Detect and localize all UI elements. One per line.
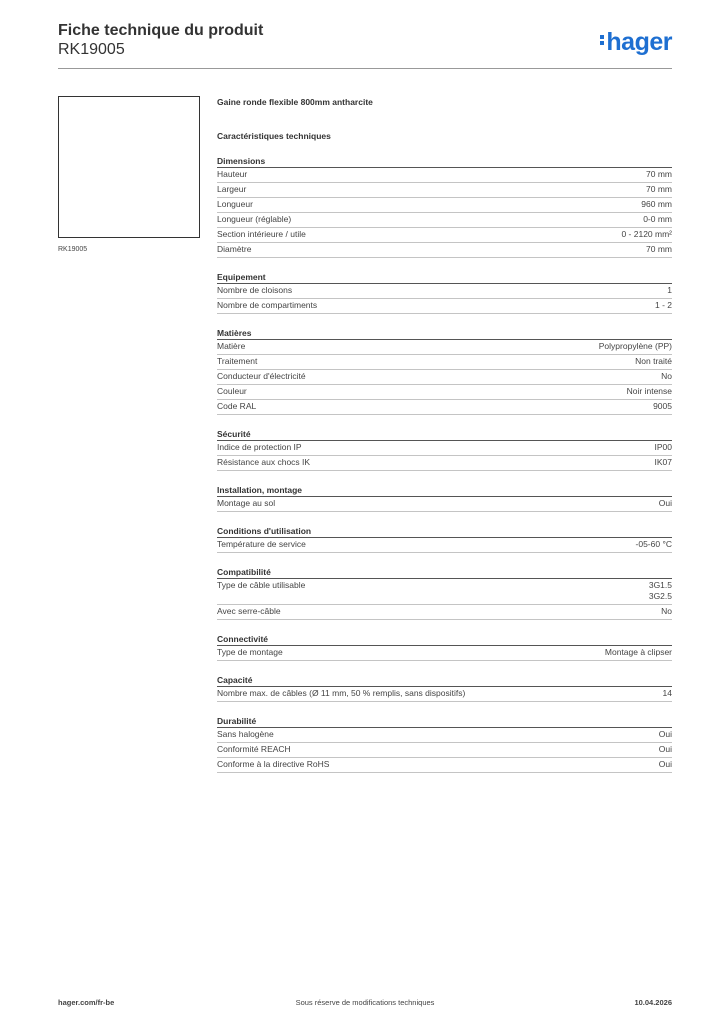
- spec-value: Polypropylène (PP): [598, 341, 672, 351]
- spec-label: Nombre de cloisons: [217, 285, 293, 295]
- spec-value: Non traité: [635, 356, 672, 366]
- spec-label: Sans halogène: [217, 729, 274, 739]
- spec-value: 70 mm: [646, 244, 672, 254]
- product-name: Gaine ronde flexible 800mm antharcite: [217, 97, 373, 107]
- spec-section: [217, 525, 672, 553]
- footer-date: 10.04.2026: [634, 998, 672, 1007]
- spec-row: [217, 340, 672, 355]
- spec-value: IP00: [654, 442, 672, 452]
- spec-label: Longueur: [217, 199, 253, 209]
- spec-value: 0-0 mm: [643, 214, 672, 224]
- spec-row: [217, 441, 672, 456]
- header-divider: [58, 68, 672, 69]
- spec-sections: [217, 155, 672, 773]
- spec-row: [217, 456, 672, 471]
- spec-content: [217, 96, 672, 773]
- spec-row: [217, 198, 672, 213]
- spec-row: [217, 687, 672, 702]
- spec-row: [217, 385, 672, 400]
- spec-row: [217, 370, 672, 385]
- spec-value: Noir intense: [626, 386, 672, 396]
- footer-website: hager.com/fr-be: [58, 998, 115, 1007]
- spec-label: Résistance aux chocs IK: [217, 457, 311, 467]
- product-image: [58, 96, 200, 238]
- section-title: Connectivité: [217, 633, 672, 646]
- spec-value: 70 mm: [646, 184, 672, 194]
- spec-label: Indice de protection IP: [217, 442, 302, 452]
- spec-label: Section intérieure / utile: [217, 229, 306, 239]
- section-title: Matières: [217, 327, 672, 340]
- spec-row: [217, 743, 672, 758]
- spec-row: [217, 284, 672, 299]
- section-title: Sécurité: [217, 428, 672, 441]
- spec-value: No: [661, 371, 672, 381]
- spec-value: 3G1.5 3G2.5: [648, 580, 672, 601]
- spec-label: Couleur: [217, 386, 247, 396]
- spec-label: Avec serre-câble: [217, 606, 281, 616]
- spec-row: [217, 538, 672, 553]
- spec-value: 70 mm: [646, 169, 672, 179]
- section-title: Installation, montage: [217, 484, 672, 497]
- spec-row: [217, 497, 672, 512]
- spec-row: [217, 605, 672, 620]
- spec-value: Oui: [658, 729, 672, 739]
- spec-section: [217, 155, 672, 258]
- footer-disclaimer: Sous réserve de modifications techniques: [295, 998, 435, 1007]
- spec-label: Conforme à la directive RoHS: [217, 759, 330, 769]
- spec-section: [217, 633, 672, 661]
- product-image-caption: RK19005: [58, 246, 88, 253]
- spec-label: Nombre de compartiments: [217, 300, 318, 310]
- spec-row: [217, 758, 672, 773]
- spec-label: Nombre max. de câbles (Ø 11 mm, 50 % remplis, sans dispositifs): [217, 688, 466, 698]
- spec-value: 9005: [653, 401, 672, 411]
- spec-label: Conformité REACH: [217, 744, 291, 754]
- spec-section: [217, 271, 672, 314]
- spec-row: [217, 579, 672, 605]
- hager-logo: [600, 28, 672, 57]
- spec-row: [217, 183, 672, 198]
- spec-value: Montage à clipser: [604, 647, 672, 657]
- section-title: Durabilité: [217, 715, 672, 728]
- spec-label: Conducteur d'électricité: [217, 371, 306, 381]
- spec-label: Type de câble utilisable: [217, 580, 306, 590]
- spec-row: [217, 213, 672, 228]
- spec-label: Largeur: [217, 184, 247, 194]
- section-title: Capacité: [217, 674, 672, 687]
- spec-value: Oui: [658, 498, 672, 508]
- spec-value: 1 - 2: [654, 300, 672, 310]
- section-title: Compatibilité: [217, 566, 672, 579]
- characteristics-title: Caractéristiques techniques: [217, 131, 331, 141]
- spec-row: [217, 728, 672, 743]
- spec-section: [217, 484, 672, 512]
- spec-value: IK07: [654, 457, 672, 467]
- spec-label: Matière: [217, 341, 246, 351]
- spec-row: [217, 299, 672, 314]
- spec-row: [217, 400, 672, 415]
- spec-label: Type de montage: [217, 647, 283, 657]
- spec-row: [217, 168, 672, 183]
- spec-section: [217, 428, 672, 471]
- spec-label: Température de service: [217, 539, 306, 549]
- section-title: Conditions d'utilisation: [217, 525, 672, 538]
- spec-value: 14: [662, 688, 672, 698]
- spec-value: 0 - 2120 mm²: [621, 229, 672, 239]
- logo-dots-icon: [600, 33, 604, 47]
- section-title: Equipement: [217, 271, 672, 284]
- spec-section: [217, 327, 672, 415]
- spec-value: 1: [667, 285, 672, 295]
- spec-value: -05-60 °C: [635, 539, 672, 549]
- spec-value: 960 mm: [641, 199, 672, 209]
- spec-value: Oui: [658, 744, 672, 754]
- spec-label: Hauteur: [217, 169, 248, 179]
- spec-section: [217, 715, 672, 773]
- spec-row: [217, 228, 672, 243]
- page-title: Fiche technique du produit: [58, 22, 264, 39]
- spec-value: Oui: [658, 759, 672, 769]
- spec-value: No: [661, 606, 672, 616]
- spec-row: [217, 355, 672, 370]
- spec-label: Code RAL: [217, 401, 257, 411]
- page-header: [58, 22, 672, 68]
- spec-section: [217, 674, 672, 702]
- spec-section: [217, 566, 672, 620]
- spec-row: [217, 243, 672, 258]
- spec-label: Montage au sol: [217, 498, 276, 508]
- section-title: Dimensions: [217, 155, 672, 168]
- spec-label: Diamètre: [217, 244, 252, 254]
- spec-row: [217, 646, 672, 661]
- product-reference: RK19005: [58, 41, 125, 58]
- spec-label: Longueur (réglable): [217, 214, 292, 224]
- logo-text: hager: [606, 28, 672, 56]
- spec-label: Traitement: [217, 356, 258, 366]
